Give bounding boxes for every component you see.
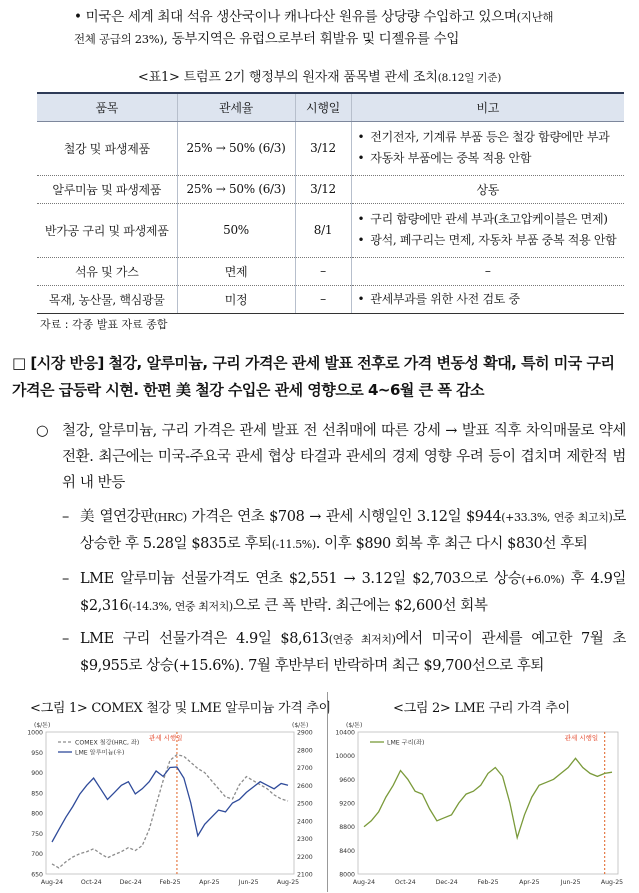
note-text: 관세부과를 위한 사전 검토 중 [370,291,520,306]
table-caption [0,66,639,85]
cell-rate: 미정 [177,285,295,313]
y2-tick-label: 2100 [297,871,313,879]
dash-marker: – [62,631,69,647]
tariff-date-label: 관세 시행일 [564,734,599,742]
y-tick-label: 850 [31,790,43,798]
legend-label: COMEX 철강(HRC, 좌) [75,739,140,747]
y-tick-label: 750 [31,830,43,838]
legend-label: LME 알루미늄(우) [75,749,125,757]
series-line [364,758,612,837]
header-rate: 관세율 [177,93,295,121]
cell-notes: • 관세부과를 위한 사전 검토 중 [351,285,624,313]
x-tick-label: Feb-25 [159,879,181,886]
header-date: 시행일 [295,93,351,121]
sub-bullet-copper [62,626,626,679]
sub-note: (+6.0%) [521,573,565,586]
y-tick-label: 1000 [27,729,43,737]
series-line [52,767,288,842]
y2-tick-label: 2400 [297,818,313,826]
sub-note: (HRC) [153,511,187,524]
x-tick-label: Feb-25 [477,879,499,886]
sub-text: 가격은 연초 $708 → 관세 시행일인 3.12일 $944 [186,509,502,525]
y-tick-label: 700 [31,851,43,859]
sub-text: LME 알루미늄 선물가격도 연초 $2,551 → 3.12일 $2,703으로 상승 [80,571,522,587]
x-tick-label: Oct-24 [394,879,416,886]
x-tick-label: Oct-24 [80,879,102,886]
sub-note: (연중 최저치) [328,633,396,646]
y-tick-label: 10400 [335,729,355,737]
bullet-text-end: , 동부지역은 유럽으로부터 휘발유 및 디젤유를 수입 [163,31,460,47]
section-marker: □ [12,354,26,372]
y-tick-label: 9200 [339,800,355,808]
section-heading [12,350,626,404]
cell-notes: • 구리 함량에만 관세 부과(초고압케이블은 면제) • 광석, 폐구리는 면제, 자동차 부품 중복 적용 안함 [351,203,624,257]
x-tick-label: Aug-24 [352,879,376,886]
y-tick-label: 10000 [335,753,355,761]
x-tick-label: Dec-24 [435,879,458,886]
y-tick-label: 8000 [339,871,355,879]
x-tick-label: Apr-25 [199,879,220,886]
table-header-row [37,93,624,121]
sub-text: 로 상승한 후 5.28일 $835로 후퇴 [80,509,626,552]
tariff-date-label: 관세 시행일 [148,734,183,742]
cell-item: 목재, 농산물, 핵심광물 [37,285,177,313]
header-item: 품목 [37,93,177,121]
figure2-chart [332,720,632,890]
x-tick-label: Aug-24 [40,879,64,886]
y-tick-label: 8400 [339,847,355,855]
paragraph-text: 철강, 알루미늄, 구리 가격은 관세 발표 전 선취매에 따른 강세 → 발표 직후 차익매물로 약세 전환. 최근에는 미국-주요국 관세 협상 타결과 관세의 경제 영향 우려 등이 겹치며 제한적 범위 내 반등 [62,423,626,491]
tariff-table [37,92,624,314]
dash-marker: – [62,571,69,587]
x-tick-label: Jun-25 [560,879,581,886]
note-text: 광석, 폐구리는 면제, 자동차 부품 중복 적용 안함 [370,233,617,247]
x-tick-label: Dec-24 [119,879,142,886]
paragraph [36,418,626,496]
cell-date: 3/12 [295,121,351,175]
plot-frame [358,732,618,874]
cell-item: 석유 및 가스 [37,257,177,285]
table-source: 자료 : 각종 발표 자료 종합 [40,318,168,331]
table-row [37,257,624,285]
bullet-note-1: (지난해 [516,10,554,24]
cell-rate: 25% → 50% (6/3) [177,175,295,203]
table-caption-main: <표1> 트럼프 2기 행정부의 원자재 품목별 관세 조치 [137,70,438,85]
cell-rate: 50% [177,203,295,257]
bullet-marker: • [74,9,82,25]
figure2-svg [332,720,632,890]
cell-notes: – [351,257,624,285]
sub-text: 으로 큰 폭 반락. 최근에는 $2,600선 회복 [232,598,488,614]
sub-text: 美 열연강판 [80,509,154,525]
cell-date: 8/1 [295,203,351,257]
sub-bullet-aluminum [62,566,626,620]
cell-notes: 상동 [351,175,624,203]
y2-tick-label: 2500 [297,800,313,808]
cell-rate: 면제 [177,257,295,285]
y2-tick-label: 2200 [297,853,313,861]
table-row [37,203,624,257]
sub-note: (-11.5%) [271,538,316,551]
table-caption-date: (8.12일 기준) [437,72,502,84]
dash-marker: – [62,509,69,525]
sub-bullet-steel [62,504,626,558]
cell-date: – [295,257,351,285]
y-unit-label: ($/톤) [34,722,51,729]
cell-item: 반가공 구리 및 파생제품 [37,203,177,257]
sub-text: LME 구리 선물가격은 4.9일 $8,613 [80,631,329,647]
cell-date: 3/12 [295,175,351,203]
bullet-note-2: 전체 공급의 23%) [74,32,164,46]
figure1-chart [22,720,322,890]
x-tick-label: Apr-25 [519,879,540,886]
table-row [37,285,624,313]
series-line [52,755,288,868]
note-text: 전기전자, 기계류 부품 등은 철강 함량에만 부과 [370,130,610,144]
figure2-caption: <그림 2> LME 구리 가격 추이 [393,701,570,716]
cell-date: – [295,285,351,313]
section-title: [시장 반응] 철강, 알루미늄, 구리 가격은 관세 발표 전후로 가격 변동성 확대, 특히 미국 구리 가격은 급등락 시현. 한편 美 철강 수입은 관세 영향으로 4~6월 큰 폭 감소 [12,354,615,399]
note-text: 자동차 부품에는 중복 적용 안함 [370,151,532,165]
sub-text: . 이후 $890 회복 후 최근 다시 $830선 후퇴 [315,536,588,552]
cell-rate: 25% → 50% (6/3) [177,121,295,175]
y-tick-label: 800 [31,810,43,818]
cell-item: 철강 및 파생제품 [37,121,177,175]
y2-tick-label: 2800 [297,747,313,755]
table-row [37,175,624,203]
table-row [37,121,624,175]
y2-tick-label: 2600 [297,782,313,790]
y-tick-label: 900 [31,770,43,778]
y2-tick-label: 2700 [297,765,313,772]
sub-text: 후 4.9일 $2,316 [80,571,626,614]
cell-item: 알루미늄 및 파생제품 [37,175,177,203]
x-tick-label: Aug-25 [276,879,300,886]
legend-label: LME 구리(좌) [387,739,425,747]
figure-divider [327,692,328,892]
cell-notes: • 전기전자, 기계류 부품 등은 철강 함량에만 부과 • 자동차 부품에는 중복 적용 안함 [351,121,624,175]
y-unit-label: ($/톤) [346,722,363,729]
y2-tick-label: 2900 [297,729,313,737]
note-text: 구리 함량에만 관세 부과(초고압케이블은 면제) [370,212,608,226]
circle-marker: ○ [36,423,49,439]
header-notes: 비고 [351,93,624,121]
figure1-caption: <그림 1> COMEX 철강 및 LME 알루미늄 가격 추이 [30,701,331,716]
top-bullet [74,6,622,50]
y-tick-label: 8800 [339,824,355,832]
sub-note: (-14.3%, 연중 최저치) [128,600,233,613]
y-tick-label: 950 [31,749,43,757]
y-tick-label: 9600 [339,776,355,784]
y2-tick-label: 2300 [297,836,313,843]
sub-text: 에서 미국이 관세를 예고한 7월 초 $9,955로 상승(+15.6%). 7월 후반부터 반락하며 최근 $9,700선으로 후퇴 [80,631,627,674]
figure1-svg [22,720,322,890]
bullet-text: 미국은 세계 최대 석유 생산국이나 캐나다산 원유를 상당량 수입하고 있으며 [85,9,517,25]
y-tick-label: 650 [31,871,43,879]
x-tick-label: Aug-25 [600,879,624,886]
sub-note: (+33.3%, 연중 최고치) [501,511,613,524]
x-tick-label: Jun-25 [238,879,259,886]
y2-unit-label: ($/톤) [292,722,309,729]
